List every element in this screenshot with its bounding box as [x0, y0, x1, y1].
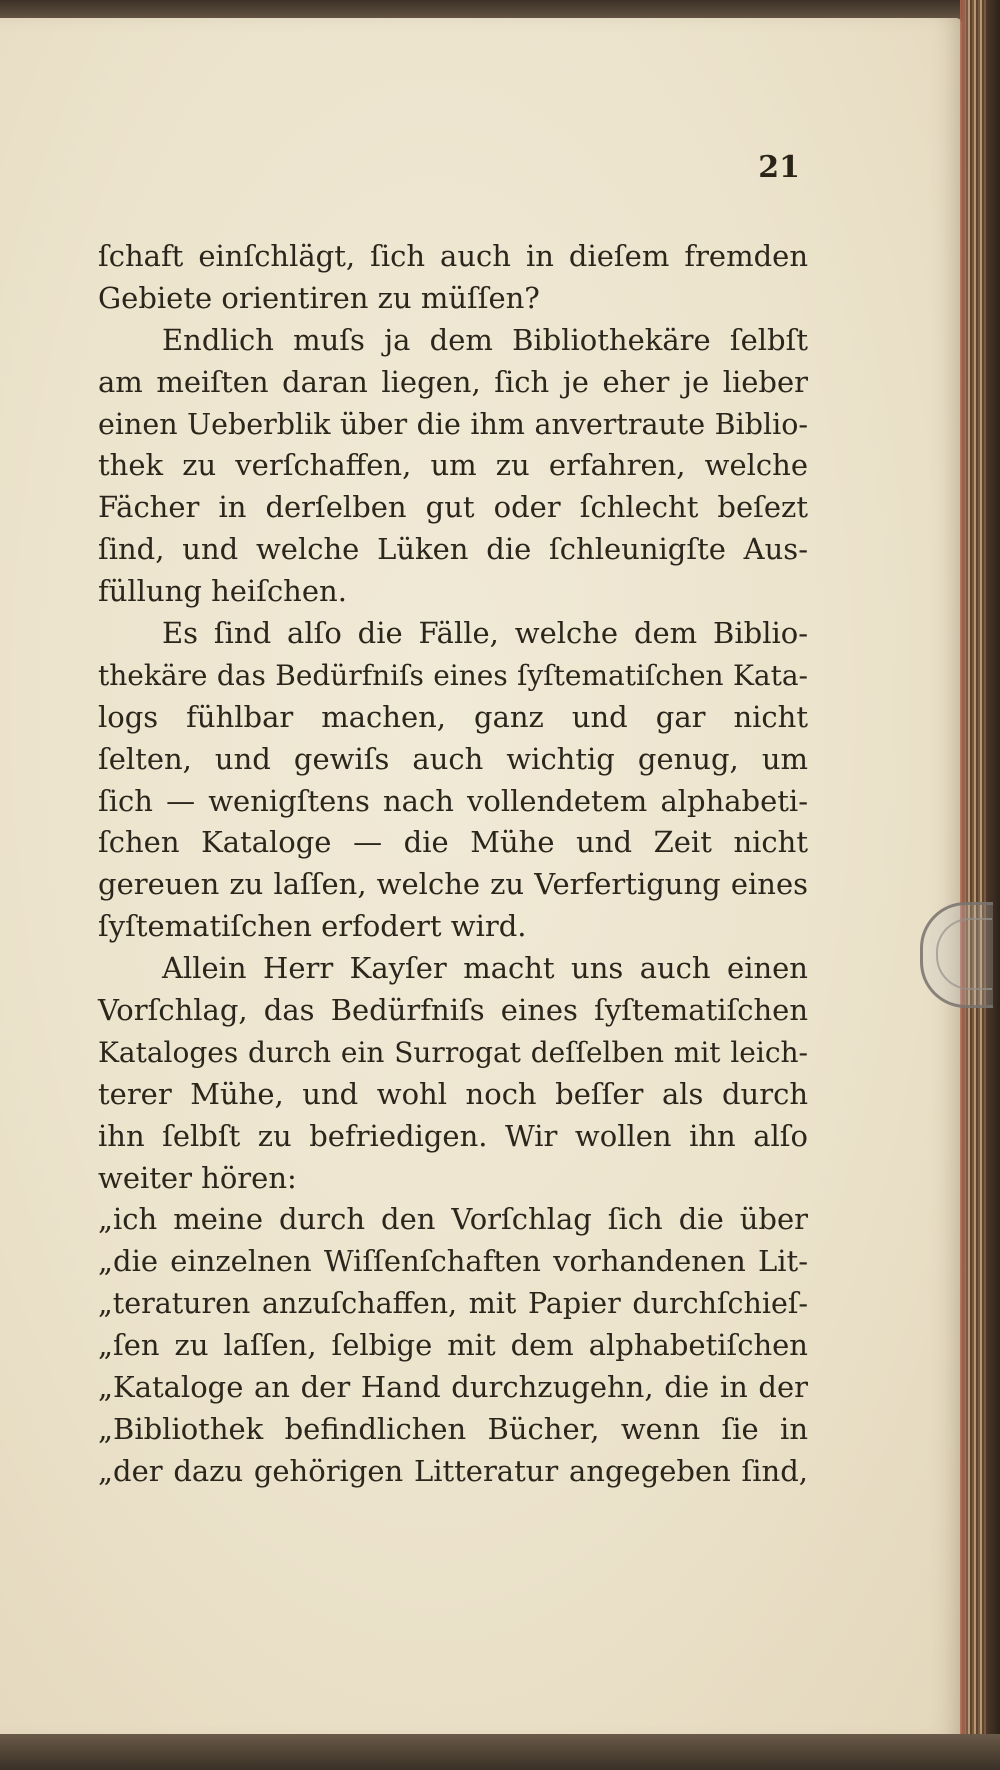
text-line: „ſen zu laſſen, ſelbige mit dem alphabetiſchen	[98, 1328, 808, 1363]
text-line: Vorſchlag, das Bedürfniſs eines ſyſtematiſchen	[98, 993, 808, 1028]
text-line: Endlich muſs ja dem Bibliothekäre ſelbſt	[162, 322, 808, 357]
text-line: ſelten, und gewiſs auch wichtig genug, um	[98, 741, 808, 776]
text-line: gereuen zu laſſen, welche zu Verfertigung eines	[98, 867, 808, 902]
text-line: „ich meine durch den Vorſchlag ſich die über	[98, 1202, 808, 1237]
text-line: ihn ſelbſt zu befriedigen. Wir wollen ihn alſo	[98, 1118, 808, 1153]
text-line: ſchaft einſchlägt, ſich auch in dieſem fremden	[98, 239, 808, 273]
text-line: am meiſten daran liegen, ſich je eher je lieber	[98, 364, 808, 399]
text-line: „der dazu gehörigen Litteratur angegeben ſind,	[98, 1453, 808, 1488]
red-page-edge	[960, 0, 966, 1770]
text-line: thek zu verſchaffen, um zu erfahren, welche	[98, 448, 808, 483]
scan-border-bottom	[0, 1734, 1000, 1770]
text-line: füllung heiſchen.	[98, 574, 347, 609]
text-line: „Bibliothek befindlichen Bücher, wenn ſie in	[98, 1411, 808, 1446]
book-cover-edge	[986, 0, 1000, 1770]
text-line: Es ſind alſo die Fälle, welche dem Biblio-	[162, 616, 808, 651]
text-line: Gebiete orientiren zu müſſen?	[98, 280, 540, 315]
text-line: „teraturen anzuſchaffen, mit Papier durchſchieſ-	[98, 1287, 808, 1321]
text-line: „Kataloge an der Hand durchzugehn, die in der	[98, 1370, 808, 1405]
text-line: Kataloges durch ein Surrogat deſſelben mit leich-	[98, 1035, 808, 1069]
text-line: ſind, und welche Lüken die ſchleunigſte Aus-	[98, 532, 808, 567]
text-line: ſyſtematiſchen erfodert wird.	[98, 909, 527, 944]
text-line: logs fühlbar machen, ganz und gar nicht	[98, 699, 808, 734]
page-number: 21	[758, 150, 800, 185]
text-line: „die einzelnen Wiſſenſchaften vorhandenen Lit-	[98, 1244, 808, 1279]
text-line: Fächer in derſelben gut oder ſchlecht beſezt	[98, 490, 808, 525]
text-line: terer Mühe, und wohl noch beſſer als durch	[98, 1076, 808, 1111]
text-line: weiter hören:	[98, 1160, 297, 1195]
text-line: ſchen Kataloge — die Mühe und Zeit nicht	[98, 825, 808, 860]
paper-clip-inner	[936, 918, 992, 990]
text-line: ſich — wenigſtens nach vollendetem alphabeti-	[98, 783, 808, 818]
text-line: Allein Herr Kayſer macht uns auch einen	[162, 951, 808, 986]
text-line: einen Ueberblik über die ihm anvertraute Biblio-	[98, 407, 808, 441]
text-line: thekäre das Bedürfniſs eines ſyſtematiſchen Kata-	[98, 658, 808, 692]
body-text	[98, 236, 808, 1493]
